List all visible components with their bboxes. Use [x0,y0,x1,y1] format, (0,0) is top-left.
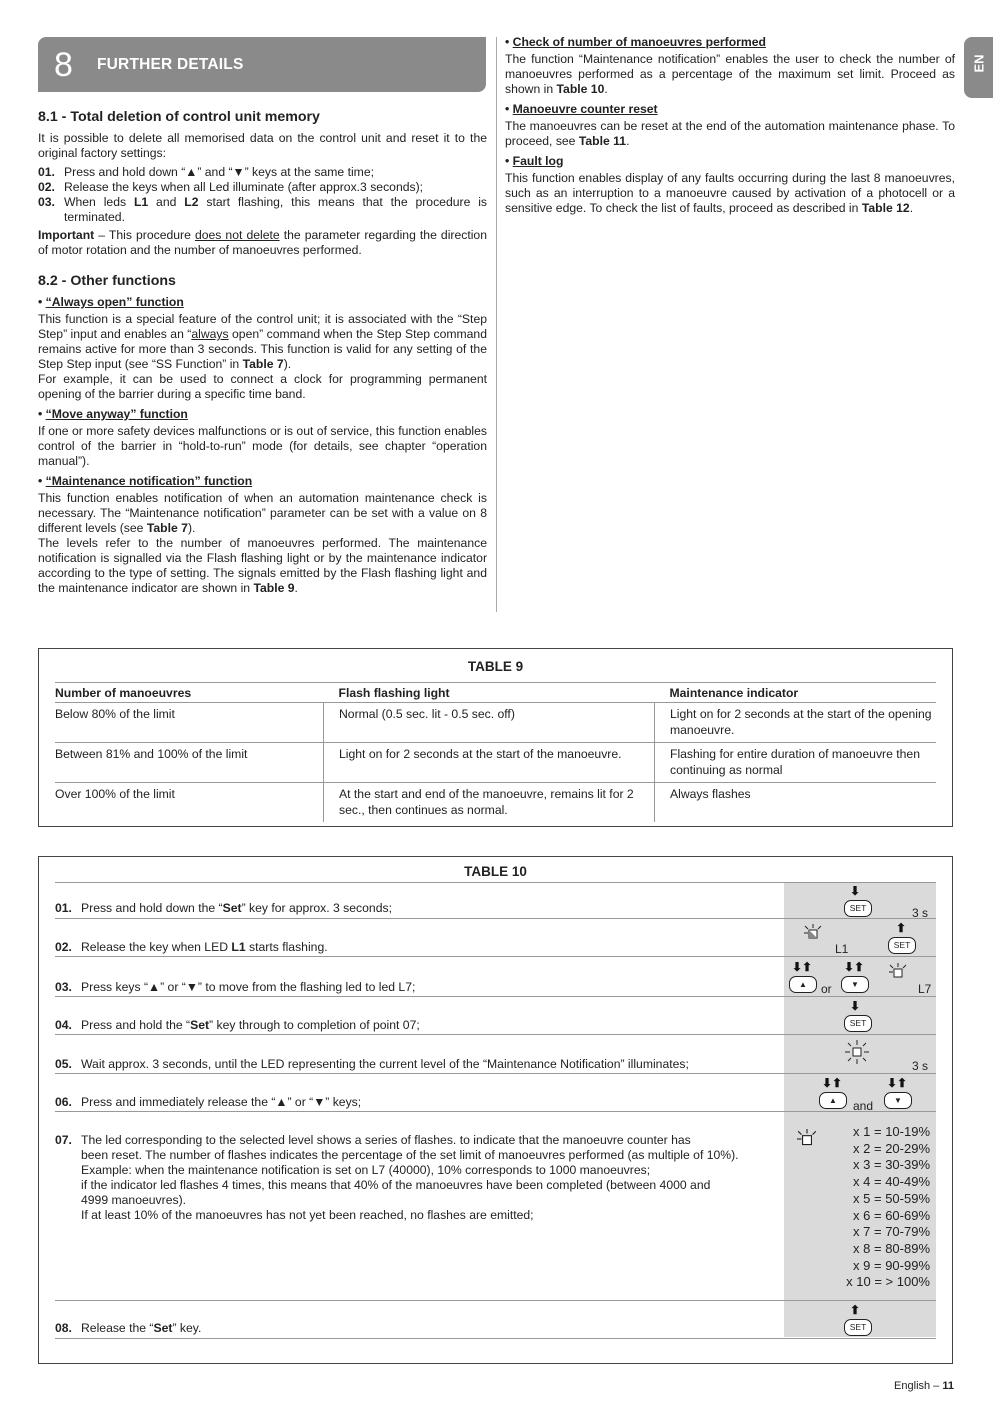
row-illustration [784,1112,936,1301]
reset-text: The manoeuvres can be reset at the end of the automation maintenance phase. To proceed, see Table 11. [505,119,955,148]
duration-label: 3 s [912,906,929,920]
maintenance-text: This function enables notification of when an automation maintenance check is necessary. The “Maintenance notification” parameter can be set with a value on 8 different levels (see Table 7). [38,491,487,535]
column-header: Maintenance indicator [655,683,937,703]
check-text: The function “Maintenance notification” enables the user to check the number of manoeuvres performed as a percentage of the maximum set limit. Proceed as shown in Table 10. [505,52,955,96]
row-illustration [784,957,936,997]
list-item: x 2 = 20-29% [853,1140,930,1156]
move-anyway-heading: • “Move anyway” function [38,407,188,421]
always-open-heading: • “Always open” function [38,295,184,309]
table-9 [38,648,953,827]
table-row [55,783,936,823]
row-illustration [784,1301,936,1338]
column-divider [496,37,497,612]
arrow-down-up-icon: ⬇⬆ [792,960,813,974]
maintenance-levels-text: The levels refer to the number of manoeuvres performed. The maintenance notification is signalled via the Flash flashing light or by the maintenance indicator according to the type of setting. The signals emitted by the Flash flashing light and the maintenance indicator are shown in Table 9. [38,536,487,595]
set-key-icon: SET [844,1319,872,1336]
step-item: 03. When leds L1 and L2 start flashing, this means that the procedure is terminated. [38,195,488,224]
list-item: x 10 = > 100% [846,1274,930,1290]
table-cell: Normal (0.5 sec. lit - 0.5 sec. off) [324,703,655,743]
flashing-led-icon [797,1129,817,1149]
up-key-icon: ▲ [819,1092,847,1109]
arrow-down-icon: ⬇ [850,999,861,1013]
table-row: 01. Press and hold down the “Set” key for approx. 3 seconds; ⬇ SET 3 s [55,882,936,919]
left-column [38,108,487,596]
list-item: x 7 = 70-79% [853,1224,930,1240]
row-illustration [784,1074,936,1112]
table-header-row [55,683,936,703]
flashing-led-icon [804,924,822,942]
table-9-grid [55,682,936,822]
step-item: 02. Release the keys when all Led illuminate (after approx.3 seconds); [38,180,424,194]
column-header: Flash flashing light [324,683,655,703]
chapter-banner [38,37,486,92]
and-label: and [853,1099,874,1113]
table-row [55,743,936,783]
fault-text: This function enables display of any faults occurring during the last 8 manoeuvres, such as an interruption to a manoeuvre caused by activation of a photocell or a sensitive edge. To check the list of faults, proceed as described in Table 12. [505,171,955,215]
table-row: 02. Release the key when LED L1 starts flashing. L1 ⬆ SET [55,918,936,957]
table-row: 08. Release the “Set” key. ⬆ SET [55,1300,936,1339]
page-footer: English – 11 [894,1380,954,1392]
arrow-down-up-icon: ⬇⬆ [822,1076,843,1090]
up-key-icon: ▲ [789,976,817,993]
set-key-icon: SET [888,937,916,954]
arrow-down-up-icon: ⬇⬆ [887,1076,908,1090]
arrow-up-icon: ⬆ [896,921,907,935]
table-row: 04. Press and hold the “Set” key through to completion of point 07; ⬇ SET [55,996,936,1035]
flashing-led-icon [889,963,907,981]
table-10 [38,856,953,1364]
set-key-icon: SET [844,1015,872,1032]
table-cell: Light on for 2 seconds at the start of the opening manoeuvre. [655,703,937,743]
reset-heading: • Manoeuvre counter reset [505,102,658,116]
flash-percentage-list [846,1124,930,1291]
list-item: x 4 = 40-49% [853,1174,930,1190]
column-header: Number of manoeuvres [55,683,324,703]
table-cell: Below 80% of the limit [55,703,324,743]
section-8-1-intro: It is possible to delete all memorised data on the control unit and reset it to the original factory settings: [38,131,487,160]
row-illustration [784,1035,936,1074]
led-label: L7 [918,982,932,996]
chapter-number: 8 [54,46,73,84]
table-10-caption: TABLE 10 [464,864,527,879]
or-label: or [821,982,832,996]
row-illustration [784,997,936,1035]
down-key-icon: ▼ [884,1092,912,1109]
table-row [55,703,936,743]
table-cell: Over 100% of the limit [55,787,175,801]
table-row: 06. Press and immediately release the “▲” or “▼” keys; ⬇⬆ ▲ and ⬇⬆ ▼ [55,1073,936,1112]
move-anyway-text: If one or more safety devices malfunctions or is out of service, this function enables control of the barrier in “hold-to-run” mode (for details, see chapter “operation manual”). [38,424,487,468]
check-heading: • Check of number of manoeuvres performed [505,35,766,49]
arrow-down-icon: ⬇ [850,884,861,898]
language-label: EN [971,54,987,73]
section-8-1-steps [38,165,487,225]
led-label: L1 [835,942,849,956]
arrow-up-icon: ⬆ [850,1303,861,1317]
row-illustration [784,919,936,957]
row-illustration [784,883,936,919]
fault-heading: • Fault log [505,154,564,168]
always-open-text: This function is a special feature of the control unit; it is associated with the “Step Step” input and enables an “always open” command when the Step Step command remains active for more than 3 seconds. This function is valid for any setting of the Step Step input (see “SS Function” in Table 7). [38,312,487,371]
step-item: 01. Press and hold down “▲” and “▼” keys at the same time; [38,165,374,179]
table-row: 03. Press keys “▲” or “▼” to move from the flashing led to led L7; ⬇⬆ ▲ or ⬇⬆ ▼ L7 [55,956,936,997]
table-row: 05. Wait approx. 3 seconds, until the LED representing the current level of the “Maintenance Notification” illuminates; 3 s [55,1034,936,1074]
table-cell: At the start and end of the manoeuvre, remains lit for 2 sec., then continues as normal. [324,783,655,823]
chapter-title: FURTHER DETAILS [97,56,244,73]
down-key-icon: ▼ [841,976,869,993]
list-item: x 1 = 10-19% [853,1124,930,1139]
set-key-icon: SET [844,900,872,917]
maintenance-heading: • “Maintenance notification” function [38,474,253,488]
duration-label: 3 s [912,1059,929,1073]
important-note: Important – This procedure does not delete the parameter regarding the direction of motor rotation and the number of manoeuvres performed. [38,228,487,257]
table-cell: Flashing for entire duration of manoeuvre then continuing as normal [655,743,937,783]
arrow-down-up-icon: ⬇⬆ [844,960,865,974]
list-item: x 5 = 50-59% [853,1190,930,1206]
list-item: x 6 = 60-69% [853,1207,930,1223]
list-item: x 3 = 30-39% [853,1157,930,1173]
illuminated-led-icon [844,1039,870,1065]
table-9-caption: TABLE 9 [467,659,524,674]
table-cell: Light on for 2 seconds at the start of the manoeuvre. [324,743,655,783]
right-column [505,35,955,216]
list-item: x 9 = 90-99% [853,1257,930,1273]
table-cell: Between 81% and 100% of the limit [55,743,324,783]
language-tab [964,37,993,98]
section-8-1-title: 8.1 - Total deletion of control unit memory [38,109,320,125]
list-item: x 8 = 80-89% [853,1240,930,1256]
table-cell: Always flashes [655,783,937,823]
always-open-example: For example, it can be used to connect a clock for programming permanent opening of the barrier during a specific time band. [38,372,487,401]
section-8-2-title: 8.2 - Other functions [38,273,176,289]
table-row: 07. The led corresponding to the selected level shows a series of flashes. to indicate that the manoeuvre counter has been reset. The number of flashes indicates the percentage of the set limit of manoeuvres performed (as multiple of 10%). Example: when the maintenance notification is set on L7 (40000), 10% corresponds to 1000 manoeuvres; if the indicator led flashes 4 times, this means that 40% of the manoeuvres have been completed (between 4000 and 4999 manoeuvres). If at least 10% of the manoeuvres has not yet been reached, no flashes are emitted; x 1 = 10-19% x 2 = 20-29% x 3 = 30-39% x 4 = 40-49% x 5 = 50-59% x 6 = 60-69% x 7 = 70-79% x 8 = 80-89% x 9 = 90-99% x 10 = > 100% [55,1111,936,1301]
page-number: 11 [942,1380,954,1392]
